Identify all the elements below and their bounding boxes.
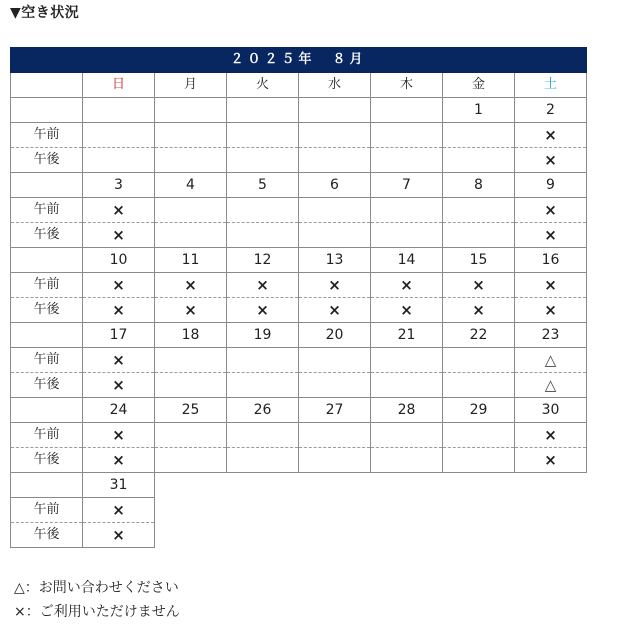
am-status-cell bbox=[299, 123, 371, 148]
date-cell: 10 bbox=[83, 248, 155, 273]
weekday-sun: 日 bbox=[83, 73, 155, 98]
am-status-cell bbox=[443, 423, 515, 448]
week-4-dates-row bbox=[11, 323, 587, 348]
empty-cell bbox=[155, 523, 227, 548]
date-cell: 1 bbox=[443, 98, 515, 123]
week-2-dates-row bbox=[11, 173, 587, 198]
am-status-cell bbox=[227, 198, 299, 223]
date-cell: 2 bbox=[515, 98, 587, 123]
pm-status-cell bbox=[299, 373, 371, 398]
date-cell: 7 bbox=[371, 173, 443, 198]
week-label-cell bbox=[11, 473, 83, 498]
empty-cell bbox=[443, 523, 515, 548]
week-6-am-row bbox=[11, 498, 587, 523]
pm-label: 午後 bbox=[11, 298, 83, 323]
pm-status-cell: × bbox=[515, 448, 587, 473]
date-cell: 17 bbox=[83, 323, 155, 348]
pm-status-cell: × bbox=[83, 223, 155, 248]
pm-status-cell bbox=[227, 223, 299, 248]
am-status-cell bbox=[371, 123, 443, 148]
am-status-cell: × bbox=[83, 273, 155, 298]
date-cell: 5 bbox=[227, 173, 299, 198]
empty-cell bbox=[443, 498, 515, 523]
date-cell: 24 bbox=[83, 398, 155, 423]
am-label: 午前 bbox=[11, 348, 83, 373]
date-cell: 22 bbox=[443, 323, 515, 348]
empty-cell bbox=[227, 523, 299, 548]
date-cell bbox=[299, 98, 371, 123]
date-cell: 4 bbox=[155, 173, 227, 198]
date-cell: 21 bbox=[371, 323, 443, 348]
pm-status-cell bbox=[299, 223, 371, 248]
date-cell: 9 bbox=[515, 173, 587, 198]
am-status-cell: × bbox=[515, 123, 587, 148]
date-cell: 11 bbox=[155, 248, 227, 273]
am-status-cell bbox=[371, 348, 443, 373]
empty-cell bbox=[227, 473, 299, 498]
am-status-cell: × bbox=[83, 423, 155, 448]
pm-status-cell bbox=[155, 148, 227, 173]
pm-status-cell: × bbox=[83, 523, 155, 548]
date-cell: 27 bbox=[299, 398, 371, 423]
empty-cell bbox=[371, 498, 443, 523]
week-3-dates-row bbox=[11, 248, 587, 273]
date-cell: 16 bbox=[515, 248, 587, 273]
pm-status-cell: × bbox=[83, 373, 155, 398]
am-label: 午前 bbox=[11, 273, 83, 298]
date-cell: 30 bbox=[515, 398, 587, 423]
date-cell: 13 bbox=[299, 248, 371, 273]
am-status-cell: × bbox=[227, 273, 299, 298]
week-label-cell bbox=[11, 323, 83, 348]
week-label-cell bbox=[11, 173, 83, 198]
week-5-pm-row bbox=[11, 448, 587, 473]
pm-label: 午後 bbox=[11, 373, 83, 398]
pm-label: 午後 bbox=[11, 223, 83, 248]
date-cell: 25 bbox=[155, 398, 227, 423]
am-status-cell bbox=[299, 348, 371, 373]
pm-status-cell bbox=[227, 373, 299, 398]
pm-label: 午後 bbox=[11, 148, 83, 173]
pm-status-cell bbox=[443, 448, 515, 473]
empty-cell bbox=[515, 498, 587, 523]
date-cell: 19 bbox=[227, 323, 299, 348]
pm-status-cell: × bbox=[515, 148, 587, 173]
pm-status-cell: × bbox=[299, 298, 371, 323]
week-3-pm-row bbox=[11, 298, 587, 323]
pm-status-cell: × bbox=[515, 223, 587, 248]
week-2-am-row bbox=[11, 198, 587, 223]
section-heading: ▼空き状況 bbox=[10, 5, 80, 21]
week-label-cell bbox=[11, 398, 83, 423]
week-4-am-row bbox=[11, 348, 587, 373]
date-cell bbox=[227, 98, 299, 123]
date-cell: 12 bbox=[227, 248, 299, 273]
am-status-cell: × bbox=[515, 273, 587, 298]
pm-status-cell bbox=[155, 448, 227, 473]
am-status-cell: × bbox=[371, 273, 443, 298]
am-status-cell bbox=[155, 423, 227, 448]
am-status-cell: × bbox=[83, 198, 155, 223]
week-6-pm-row bbox=[11, 523, 587, 548]
pm-status-cell bbox=[371, 448, 443, 473]
am-status-cell: × bbox=[83, 348, 155, 373]
legend-cross: ×：ご利用いただけません bbox=[14, 604, 180, 620]
empty-cell bbox=[371, 523, 443, 548]
am-status-cell bbox=[83, 123, 155, 148]
date-cell: 26 bbox=[227, 398, 299, 423]
weekday-tue: 火 bbox=[227, 73, 299, 98]
pm-status-cell bbox=[299, 448, 371, 473]
empty-cell bbox=[155, 498, 227, 523]
am-status-cell bbox=[299, 198, 371, 223]
am-status-cell: × bbox=[443, 273, 515, 298]
week-5-am-row bbox=[11, 423, 587, 448]
pm-status-cell bbox=[371, 373, 443, 398]
weekday-thu: 木 bbox=[371, 73, 443, 98]
empty-cell bbox=[515, 473, 587, 498]
empty-cell bbox=[515, 523, 587, 548]
am-status-cell: × bbox=[515, 423, 587, 448]
date-cell: 29 bbox=[443, 398, 515, 423]
availability-calendar bbox=[10, 47, 587, 548]
am-status-cell bbox=[443, 348, 515, 373]
pm-status-cell bbox=[83, 148, 155, 173]
legend-triangle: △：お問い合わせください bbox=[14, 580, 179, 596]
pm-status-cell bbox=[155, 223, 227, 248]
empty-cell bbox=[155, 473, 227, 498]
pm-status-cell bbox=[299, 148, 371, 173]
am-status-cell bbox=[443, 123, 515, 148]
week-5-dates-row bbox=[11, 398, 587, 423]
am-label: 午前 bbox=[11, 123, 83, 148]
date-cell bbox=[155, 98, 227, 123]
date-cell: 8 bbox=[443, 173, 515, 198]
am-status-cell bbox=[371, 423, 443, 448]
pm-status-cell bbox=[443, 148, 515, 173]
am-status-cell: × bbox=[83, 498, 155, 523]
date-cell: 15 bbox=[443, 248, 515, 273]
pm-status-cell: × bbox=[155, 298, 227, 323]
week-4-pm-row bbox=[11, 373, 587, 398]
am-status-cell bbox=[155, 348, 227, 373]
pm-status-cell bbox=[227, 448, 299, 473]
weekday-fri: 金 bbox=[443, 73, 515, 98]
am-label: 午前 bbox=[11, 198, 83, 223]
week-2-pm-row bbox=[11, 223, 587, 248]
date-cell: 14 bbox=[371, 248, 443, 273]
am-status-cell: × bbox=[515, 198, 587, 223]
date-cell: 20 bbox=[299, 323, 371, 348]
week-3-am-row bbox=[11, 273, 587, 298]
weekday-sat: 土 bbox=[515, 73, 587, 98]
am-status-cell bbox=[443, 198, 515, 223]
pm-status-cell bbox=[371, 148, 443, 173]
am-label: 午前 bbox=[11, 498, 83, 523]
week-label-cell bbox=[11, 248, 83, 273]
pm-label: 午後 bbox=[11, 523, 83, 548]
date-cell: 23 bbox=[515, 323, 587, 348]
week-1-dates-row bbox=[11, 98, 587, 123]
pm-status-cell: × bbox=[227, 298, 299, 323]
date-cell: 28 bbox=[371, 398, 443, 423]
week-label-cell bbox=[11, 98, 83, 123]
empty-cell bbox=[227, 498, 299, 523]
empty-cell bbox=[299, 523, 371, 548]
pm-status-cell bbox=[155, 373, 227, 398]
pm-status-cell: × bbox=[83, 298, 155, 323]
pm-status-cell bbox=[443, 373, 515, 398]
label-column-header bbox=[11, 73, 83, 98]
am-status-cell bbox=[227, 423, 299, 448]
am-status-cell bbox=[155, 123, 227, 148]
date-cell bbox=[83, 98, 155, 123]
pm-status-cell: × bbox=[83, 448, 155, 473]
empty-cell bbox=[299, 473, 371, 498]
calendar-title: ２０２５年 ８月 bbox=[11, 48, 587, 73]
am-status-cell: × bbox=[299, 273, 371, 298]
week-1-pm-row bbox=[11, 148, 587, 173]
empty-cell bbox=[443, 473, 515, 498]
date-cell bbox=[371, 98, 443, 123]
am-status-cell: △ bbox=[515, 348, 587, 373]
pm-status-cell bbox=[443, 223, 515, 248]
pm-status-cell: △ bbox=[515, 373, 587, 398]
week-6-dates-row bbox=[11, 473, 587, 498]
pm-status-cell bbox=[371, 223, 443, 248]
pm-status-cell: × bbox=[371, 298, 443, 323]
date-cell: 3 bbox=[83, 173, 155, 198]
date-cell: 31 bbox=[83, 473, 155, 498]
am-status-cell bbox=[371, 198, 443, 223]
weekday-header-row bbox=[11, 73, 587, 98]
weekday-wed: 水 bbox=[299, 73, 371, 98]
am-status-cell bbox=[299, 423, 371, 448]
am-status-cell: × bbox=[155, 273, 227, 298]
pm-label: 午後 bbox=[11, 448, 83, 473]
am-label: 午前 bbox=[11, 423, 83, 448]
pm-status-cell: × bbox=[443, 298, 515, 323]
date-cell: 6 bbox=[299, 173, 371, 198]
am-status-cell bbox=[227, 348, 299, 373]
date-cell: 18 bbox=[155, 323, 227, 348]
am-status-cell bbox=[227, 123, 299, 148]
weekday-mon: 月 bbox=[155, 73, 227, 98]
am-status-cell bbox=[155, 198, 227, 223]
week-1-am-row bbox=[11, 123, 587, 148]
calendar-body bbox=[11, 98, 587, 548]
pm-status-cell bbox=[227, 148, 299, 173]
pm-status-cell: × bbox=[515, 298, 587, 323]
empty-cell bbox=[299, 498, 371, 523]
empty-cell bbox=[371, 473, 443, 498]
